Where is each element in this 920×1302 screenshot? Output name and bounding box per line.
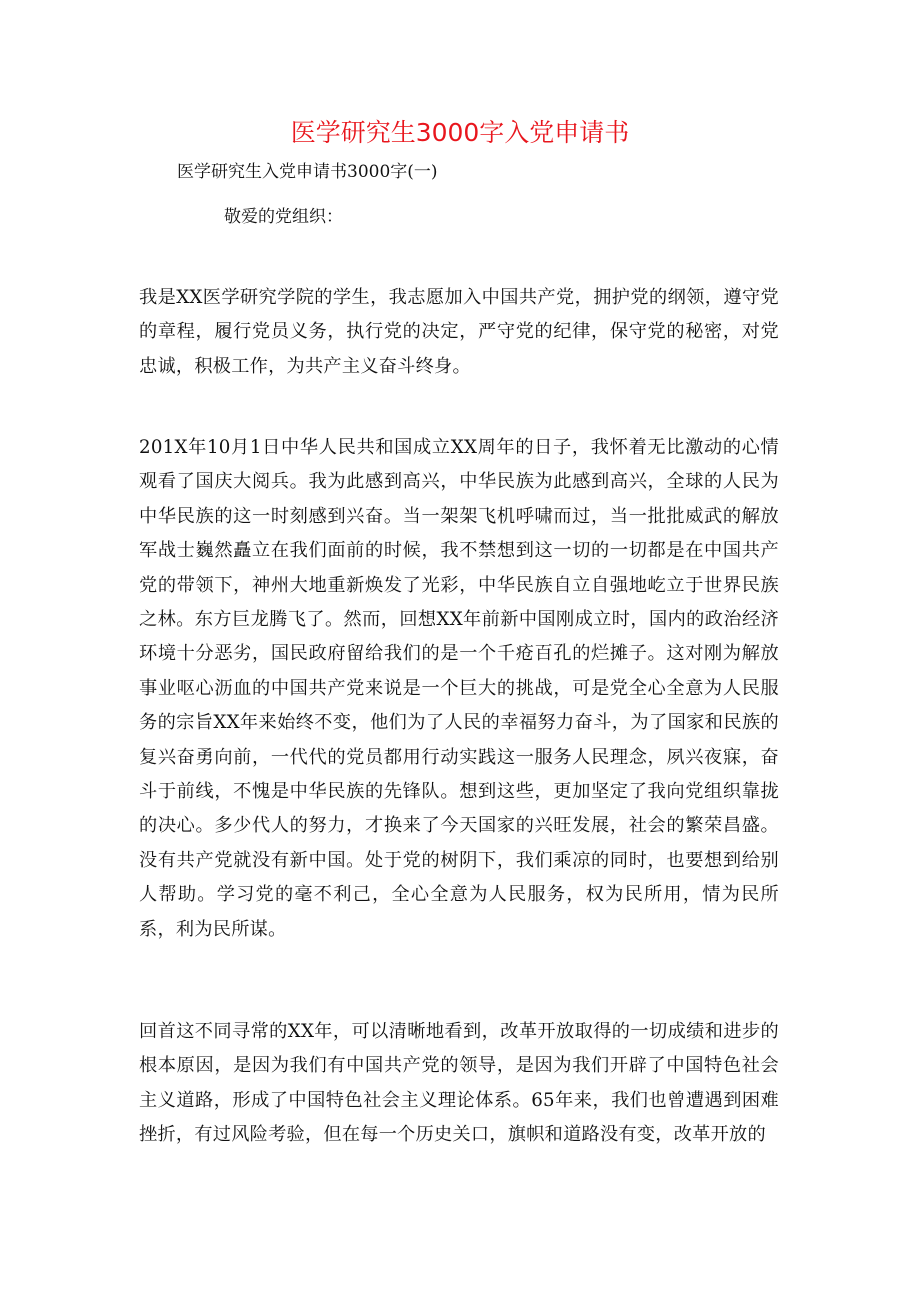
body-paragraph: 201X年10月1日中华人民共和国成立XX周年的日子，我怀着无比激动的心情观看了国庆大阅兵。我为此感到高兴，中华民族为此感到高兴，全球的人民为中华民族的这一时刻感到兴奋。当一架架飞机呼啸而过，当一批批威武的解放军战士巍然矗立在我们面前的时候，我不禁想到这一切的一切都是在中国共产党的带领下，神州大地重新焕发了光彩，中华民族自立自强地屹立于世界民族之林。东方巨龙腾飞了。然而，回想XX年前新中国刚成立时，国内的政治经济环境十分恶劣，国民政府留给我们的是一个千疮百孔的烂摊子。这对刚为解放事业呕心沥血的中国共产党来说是一个巨大的挑战，可是党全心全意为人民服务的宗旨XX年来始终不变，他们为了人民的幸福努力奋斗，为了国家和民族的复兴奋勇向前，一代代的党员都用行动实践这一服务人民理念，夙兴夜寐，奋斗于前线，不愧是中华民族的先锋队。想到这些，更加坚定了我向党组织靠拢的决心。多少代人的努力，才换来了今天国家的兴旺发展，社会的繁荣昌盛。没有共产党就没有新中国。处于党的树阴下，我们乘凉的同时，也要想到给别人帮助。学习党的毫不利己，全心全意为人民服务，权为民所用，情为民所系，利为民所谋。 bbox=[139, 437, 779, 940]
body-paragraph: 回首这不同寻常的XX年，可以清晰地看到，改革开放取得的一切成绩和进步的根本原因，是因为我们有中国共产党的领导，是因为我们开辟了中国特色社会主义道路，形成了中国特色社会主义理论体系。65年来，我们也曾遭遇到困难挫折，有过风险考验，但在每一个历史关口，旗帜和道路没有变，改革开放的 bbox=[139, 1021, 779, 1146]
document-title: 医学研究生3000字入党申请书 bbox=[290, 118, 630, 147]
document-subtitle: 医学研究生入党申请书3000字(一) bbox=[177, 162, 438, 182]
salutation: 敬爱的党组织： bbox=[224, 207, 343, 227]
body-paragraph: 我是XX医学研究学院的学生，我志愿加入中国共产党，拥护党的纲领，遵守党的章程，履行党员义务，执行党的决定，严守党的纪律，保守党的秘密，对党忠诚，积极工作，为共产主义奋斗终身。 bbox=[139, 287, 779, 377]
